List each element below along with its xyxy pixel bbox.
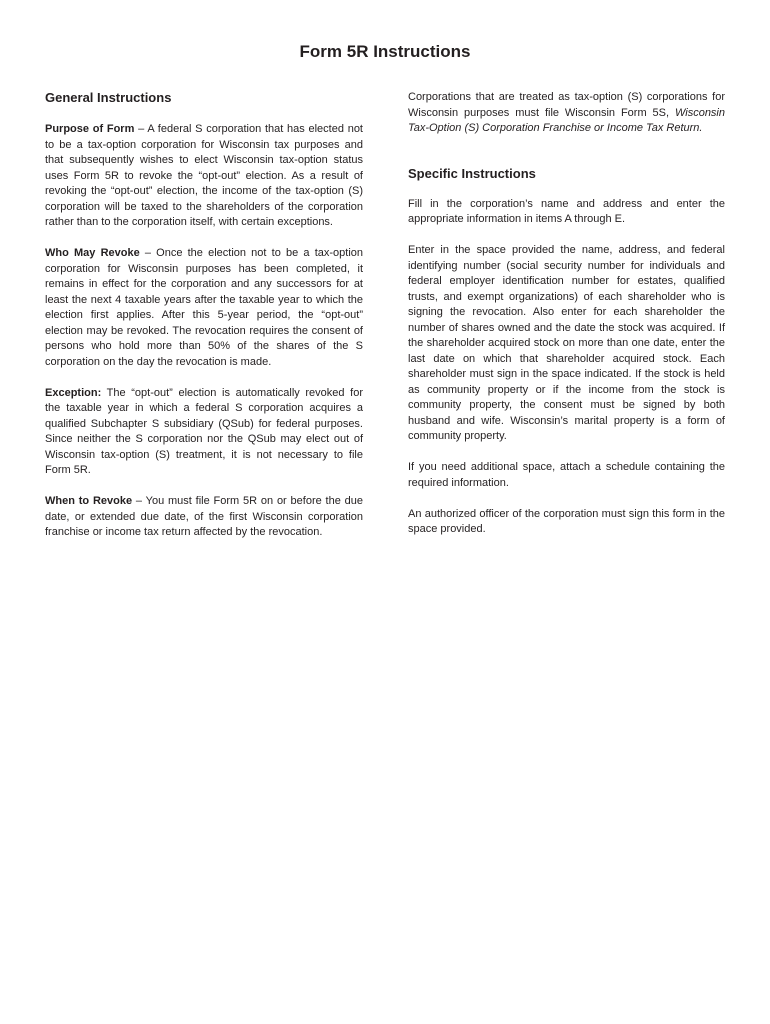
page-title: Form 5R Instructions (299, 42, 471, 61)
left-column (45, 90, 363, 556)
when-to-revoke-label: When to Revoke (45, 495, 133, 507)
specific-instructions-heading: Specific Instructions (408, 165, 536, 181)
form-5s-paragraph (408, 90, 725, 137)
general-instructions-heading: General Instructions (45, 90, 172, 105)
when-to-revoke-paragraph (45, 494, 363, 541)
exception-text: The “opt-out” election is automatically revoked for the taxable year in which a federal S corporation acquires a qualified Subchapter S subsidiary (QSub) for federal purposes. Since neither the S corporation nor the QSub may elect out of Wisconsin tax-option (S) treatment, it is not necessary to file Form 5R. (45, 386, 363, 476)
purpose-of-form-paragraph (45, 122, 363, 231)
right-column (408, 90, 725, 553)
exception-label: Exception: (45, 386, 102, 399)
specific-paragraph: If you need additional space, attach a schedule containing the required information. (408, 461, 725, 489)
specific-paragraph: Enter in the space provided the name, address, and federal identifying number (social security number for individuals and federal employer identification number for estates, qualified trusts, and exempt organizations) of each shareholder who is signing the revocation. Also enter for each shareholder the number of shares owned and the date the stock was acquired. If the shareholder acquired stock on more than one date, enter the last date on which that shareholder acquired stock. Each shareholder must sign in the space indicated. If the stock is held as community property or if the income from the stock is community property, the consent must be signed by both husband and wife. Wisconsin’s marital property is a form of community property. (408, 244, 725, 442)
specific-paragraph: An authorized officer of the corporation must sign this form in the space provided. (408, 507, 725, 535)
specific-paragraph: Fill in the corporation’s name and address and enter the appropriate information in items A through E. (408, 197, 725, 225)
who-may-revoke-paragraph (45, 246, 363, 370)
exception-paragraph (45, 386, 363, 479)
who-may-revoke-label: Who May Revoke (45, 247, 140, 259)
purpose-of-form-label: Purpose of Form (45, 123, 135, 135)
purpose-of-form-text: – A federal S corporation that has elected not to be a tax-option corporation for Wisconsin tax purposes and that subsequently wishes to elect Wisconsin tax-option status uses Form 5R to revoke the “opt-out” election. As a result of revoking the “opt-out” election, the income of the tax-option (S) corporation will be taxed to the shareholders of the corporation rather than to the corporation itself, with certain exceptions. (45, 123, 363, 228)
form-5s-text: Corporations that are treated as tax-option (S) corporations for Wisconsin purposes must file Wisconsin Form 5S, (408, 91, 725, 119)
when-to-revoke-text: – You must file Form 5R on or before the due date, or extended due date, of the first Wisconsin corporation franchise or income tax return affected by the revocation. (45, 495, 363, 538)
form-5s-title-italic: Wisconsin Tax-Option (S) Corporation Franchise or Income Tax Return. (408, 106, 725, 134)
who-may-revoke-text: – Once the election not to be a tax-option corporation for Wisconsin purposes has been completed, it remains in effect for the corporation and any successors for at least the next 4 taxable years after the taxable year to which the election first applies. After this 5-year period, the “opt-out” election may be revoked. The revocation requires the consent of persons who hold more than 50% of the shares of the S corporation on the day the revocation is made. (45, 247, 363, 368)
